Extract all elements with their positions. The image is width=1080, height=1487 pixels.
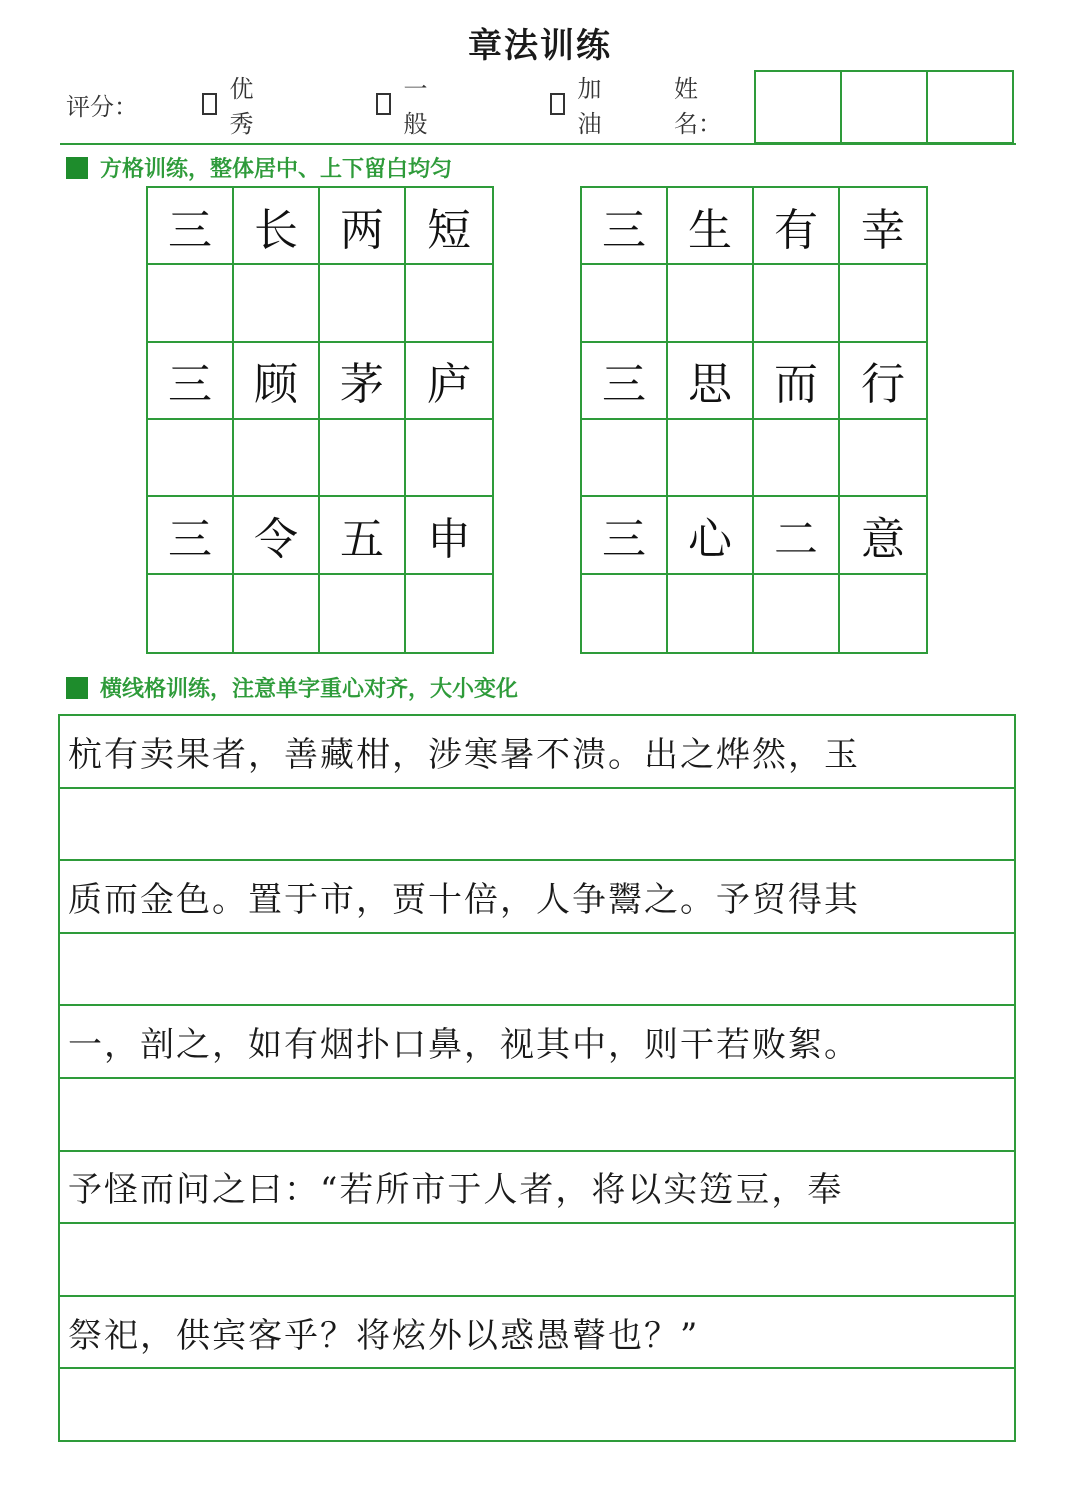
grid-character-cell: 顾 (234, 343, 320, 420)
line-section-heading (66, 672, 518, 703)
practice-line-blank[interactable] (60, 1224, 1014, 1297)
practice-line-text: 予怪而问之曰：“若所市于人者，将以实笾豆，奉 (60, 1152, 1014, 1225)
grid-section-title: 方格训练，整体居中、上下留白均匀 (100, 157, 453, 182)
grid-character-cell: 长 (234, 188, 320, 265)
rating-option-average[interactable] (376, 69, 434, 139)
grid-character-cell: 五 (320, 497, 406, 574)
grid-blank-cell[interactable] (406, 575, 492, 652)
grid-blank-cell[interactable] (754, 575, 840, 652)
grid-character-cell: 二 (754, 497, 840, 574)
practice-line-blank[interactable] (60, 789, 1014, 862)
grid-character-cell: 而 (754, 343, 840, 420)
rating-option-excellent[interactable] (202, 69, 260, 139)
grid-blank-cell[interactable] (754, 420, 840, 497)
grid-left (146, 186, 494, 654)
rating-option-label: 一般 (403, 75, 428, 138)
grid-blank-cell[interactable] (234, 265, 320, 342)
grid-character-cell: 幸 (840, 188, 926, 265)
square-marker-icon (66, 677, 88, 699)
practice-lines (58, 714, 1016, 1442)
name-box[interactable] (842, 72, 928, 142)
grid-character-cell: 庐 (406, 343, 492, 420)
grid-blank-cell[interactable] (320, 575, 406, 652)
rating-option-label: 加油 (577, 75, 602, 138)
grid-blank-cell[interactable] (582, 420, 668, 497)
practice-line-blank[interactable] (60, 934, 1014, 1007)
square-marker-icon (66, 157, 88, 179)
grid-blank-cell[interactable] (234, 575, 320, 652)
practice-line-text: 杭有卖果者，善藏柑，涉寒暑不溃。出之烨然，玉 (60, 716, 1014, 789)
grid-blank-cell[interactable] (582, 575, 668, 652)
grid-blank-cell[interactable] (668, 265, 754, 342)
grid-blank-cell[interactable] (582, 265, 668, 342)
grid-blank-cell[interactable] (668, 575, 754, 652)
grid-character-cell: 行 (840, 343, 926, 420)
rating-label: 评分： (66, 92, 138, 121)
grid-blank-cell[interactable] (406, 420, 492, 497)
grid-blank-cell[interactable] (668, 420, 754, 497)
grid-blank-cell[interactable] (320, 420, 406, 497)
practice-line-blank[interactable] (60, 1369, 1014, 1442)
grid-blank-cell[interactable] (320, 265, 406, 342)
grid-blank-cell[interactable] (234, 420, 320, 497)
line-section-title: 横线格训练，注意单字重心对齐，大小变化 (100, 677, 519, 702)
rating-option-label: 优秀 (229, 75, 254, 138)
grid-character-cell: 意 (840, 497, 926, 574)
grid-character-cell: 令 (234, 497, 320, 574)
practice-line-text: 质而金色。置于市，贾十倍，人争鬻之。予贸得其 (60, 861, 1014, 934)
rating-row (66, 75, 722, 138)
checkbox-keep-going[interactable] (550, 93, 565, 115)
grid-blank-cell[interactable] (754, 265, 840, 342)
practice-line-text: 一，剖之，如有烟扑口鼻，视其中，则干若败絮。 (60, 1006, 1014, 1079)
grid-character-cell: 三 (582, 497, 668, 574)
grid-blank-cell[interactable] (840, 575, 926, 652)
grid-section-heading (66, 152, 452, 183)
grid-character-cell: 短 (406, 188, 492, 265)
checkbox-average[interactable] (376, 93, 391, 115)
grid-blank-cell[interactable] (148, 575, 234, 652)
header-divider (60, 143, 1016, 145)
checkbox-excellent[interactable] (202, 93, 217, 115)
grid-character-cell: 三 (582, 188, 668, 265)
grid-blank-cell[interactable] (840, 265, 926, 342)
grid-character-cell: 申 (406, 497, 492, 574)
grid-blank-cell[interactable] (148, 420, 234, 497)
grid-character-cell: 思 (668, 343, 754, 420)
grid-blank-cell[interactable] (406, 265, 492, 342)
name-boxes (754, 70, 1014, 144)
grid-blank-cell[interactable] (840, 420, 926, 497)
name-box[interactable] (928, 72, 1012, 142)
practice-line-blank[interactable] (60, 1079, 1014, 1152)
grid-character-cell: 三 (148, 497, 234, 574)
grid-blank-cell[interactable] (148, 265, 234, 342)
name-label: 姓名： (674, 75, 722, 138)
grid-character-cell: 三 (582, 343, 668, 420)
practice-line-text: 祭祀，供宾客乎？将炫外以惑愚瞽也？” (60, 1297, 1014, 1370)
grid-character-cell: 两 (320, 188, 406, 265)
rating-option-keep-going[interactable] (550, 69, 608, 139)
grid-character-cell: 心 (668, 497, 754, 574)
grid-character-cell: 三 (148, 343, 234, 420)
grid-right (580, 186, 928, 654)
name-box[interactable] (756, 72, 842, 142)
grid-character-cell: 生 (668, 188, 754, 265)
grid-character-cell: 三 (148, 188, 234, 265)
grid-character-cell: 茅 (320, 343, 406, 420)
page-title: 章法训练 (468, 26, 612, 66)
grid-character-cell: 有 (754, 188, 840, 265)
